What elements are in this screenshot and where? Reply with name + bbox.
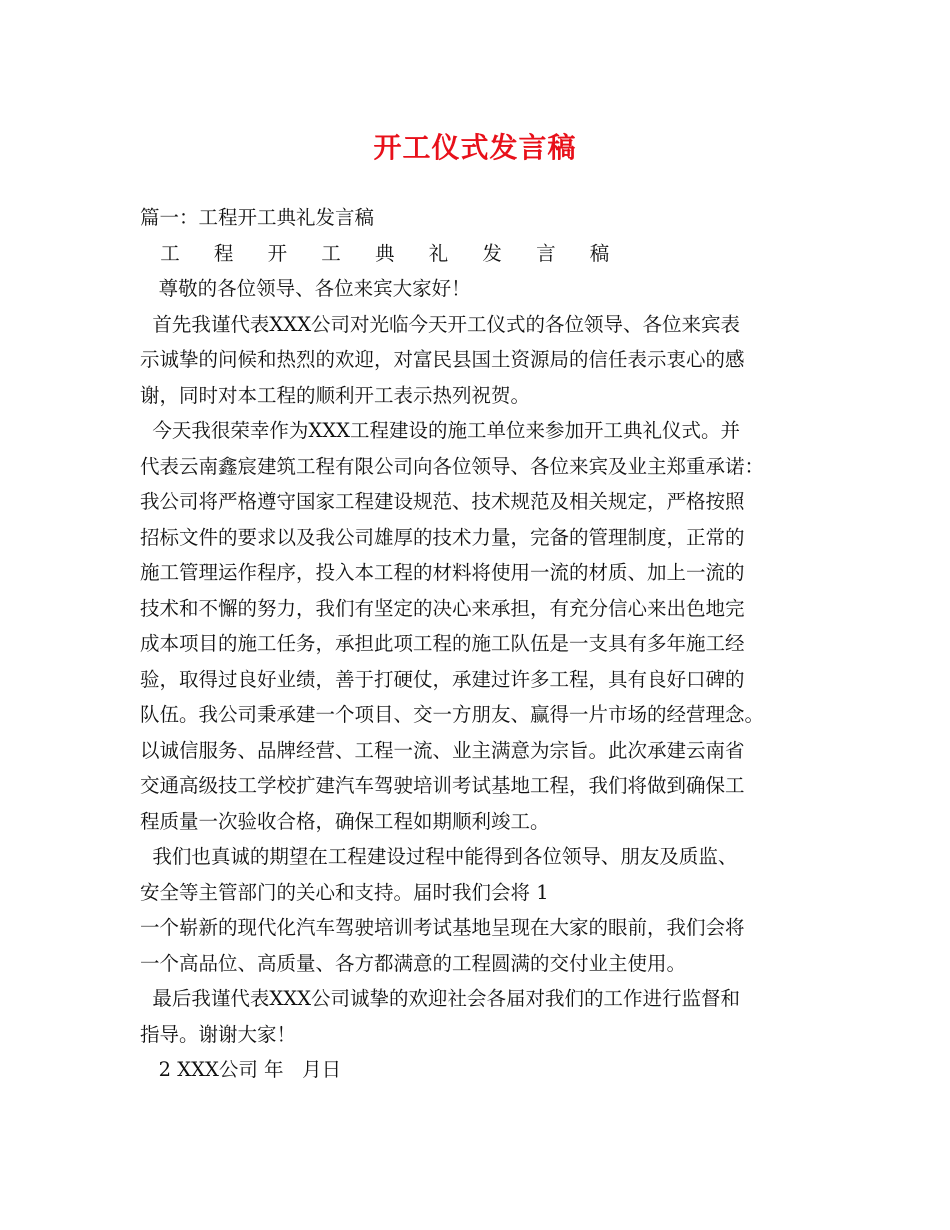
body-line: 示诚挚的问候和热烈的欢迎，对富民县国土资源局的信任表示衷心的感 (140, 348, 745, 371)
body-line: 今天我很荣幸作为XXX工程建设的施工单位来参加开工典礼仪式。并 (140, 419, 741, 442)
body-line: 交通高级技工学校扩建汽车驾驶培训考试基地工程，我们将做到确保工 (140, 774, 745, 797)
body-line: 代表云南鑫宸建筑工程有限公司向各位领导、各位来宾及业主郑重承诺： (140, 454, 765, 478)
body-line: 以诚信服务、品牌经营、工程一流、业主满意为宗旨。此次承建云南省 (140, 738, 745, 762)
body-line: 一个高品位、高质量、各方都满意的工程圆满的交付业主使用。 (140, 951, 687, 975)
body-line: 施工管理运作程序，投入本工程的材料将使用一流的材质、加上一流的 (140, 561, 745, 584)
body-line: 首先我谨代表XXX公司对光临今天开工仪式的各位领导、各位来宾表 (140, 312, 741, 336)
salutation: 尊敬的各位领导、各位来宾大家好！ (140, 277, 471, 300)
body-line: 验，取得过良好业绩，善于打硬仗，承建过许多工程，具有良好口碑的 (140, 667, 745, 691)
document-title: 开工仪式发言稿 (373, 131, 577, 164)
body-line: 技术和不懈的努力，我们有坚定的决心来承担，有充分信心来出色地完 (140, 596, 745, 620)
body-line: 队伍。我公司秉承建一个项目、交一方朋友、赢得一片市场的经营理念。 (140, 703, 765, 726)
body-line: 安全等主管部门的关心和支持。届时我们会将 1 (140, 880, 549, 904)
body-line: 一个崭新的现代化汽车驾驶培训考试基地呈现在大家的眼前，我们会将 (140, 916, 745, 939)
body-line: 我们也真诚的期望在工程建设过程中能得到各位领导、朋友及质监、 (140, 845, 738, 868)
body-line: 我公司将严格遵守国家工程建设规范、技术规范及相关规定，严格按照 (140, 490, 745, 513)
section-heading: 篇一：工程开工典礼发言稿 (140, 206, 375, 229)
body-line: 最后我谨代表XXX公司诚挚的欢迎社会各届对我们的工作进行监督和 (140, 987, 741, 1010)
body-line: 成本项目的施工任务，承担此项工程的施工队伍是一支具有多年施工经 (140, 632, 745, 655)
body-line: 程质量一次验收合格，确保工程如期顺利竣工。 (140, 809, 550, 833)
body-line: 招标文件的要求以及我公司雄厚的技术力量，完备的管理制度，正常的 (140, 525, 745, 549)
speech-title: 工 程 开 工 典 礼 发 言 稿 (140, 241, 624, 265)
body-line: 谢，同时对本工程的顺利开工表示热列祝贺。 (140, 383, 531, 407)
signature-line: 2 XXX公司 年 月日 (140, 1058, 342, 1081)
document-body (140, 200, 820, 1088)
body-line: 指导。谢谢大家！ (140, 1022, 297, 1046)
